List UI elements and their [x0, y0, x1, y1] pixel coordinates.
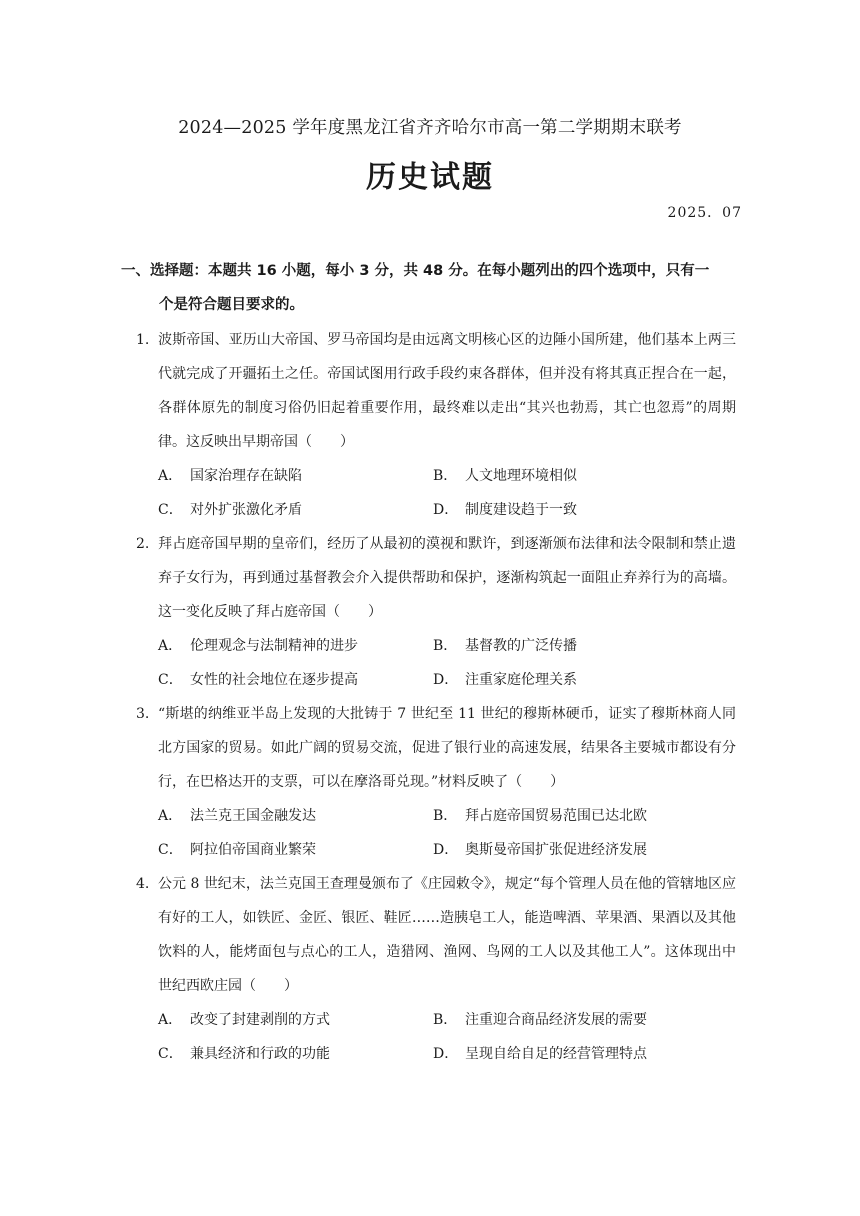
subject-title: 历史试题	[366, 160, 494, 195]
option-letter: B．	[433, 808, 458, 824]
section-heading-line2: 个是符合题目要求的。	[159, 297, 304, 313]
option-d[interactable]	[433, 493, 733, 527]
option-text: 拜占庭帝国贸易范围已达北欧	[465, 808, 647, 824]
option-letter: B．	[433, 638, 458, 654]
option-letter: D．	[433, 842, 459, 858]
exam-date: 2025．07	[667, 205, 742, 221]
option-text: 女性的社会地位在逐步提高	[190, 672, 358, 688]
option-text: 呈现自给自足的经营管理特点	[465, 1046, 647, 1062]
option-a[interactable]	[158, 459, 433, 493]
question-number: 1.	[136, 332, 150, 348]
option-text: 基督教的广泛传播	[465, 638, 577, 654]
question-text: 公元 8 世纪末，法兰克国王查理曼颁布了《庄园敕令》，规定“每个管理人员在他的管辖地区应有好的工人，如铁匠、金匠、银匠、鞋匠……造胰皂工人，能造啤酒、苹果酒、果酒以及其他饮料的人，能烤面包与点心的工人，造猎网、渔网、鸟网的工人以及其他工人”。这体现出中世纪西欧庄园（ ）	[158, 876, 736, 994]
option-a[interactable]	[158, 799, 433, 833]
option-letter: D．	[433, 672, 459, 688]
option-letter: A．	[158, 468, 183, 484]
option-text: 制度建设趋于一致	[465, 502, 577, 518]
option-list	[136, 799, 736, 867]
option-text: 人文地理环境相似	[465, 468, 577, 484]
option-letter: D．	[433, 502, 459, 518]
option-text: 伦理观念与法制精神的进步	[190, 638, 358, 654]
option-text: 改变了封建剥削的方式	[190, 1012, 330, 1028]
question-number: 3.	[136, 706, 150, 722]
section-heading-line1: 一、选择题：本题共 16 小题，每小 3 分，共 48 分。在每小题列出的四个选项中，只有一	[121, 263, 710, 279]
option-text: 注重家庭伦理关系	[465, 672, 577, 688]
option-a[interactable]	[158, 1003, 433, 1037]
section-heading	[121, 254, 741, 322]
question-text: 波斯帝国、亚历山大帝国、罗马帝国均是由远离文明核心区的边陲小国所建，他们基本上两三代就完成了开疆拓土之任。帝国试图用行政手段约束各群体，但并没有将其真正捏合在一起，各群体原先的制度习俗仍旧起着重要作用，最终难以走出“其兴也勃焉，其亡也忽焉”的周期律。这反映出早期帝国（ ）	[158, 332, 736, 450]
option-letter: D．	[433, 1046, 459, 1062]
option-text: 对外扩张激化矛盾	[190, 502, 302, 518]
question-stem	[136, 867, 736, 1003]
option-text: 国家治理存在缺陷	[190, 468, 302, 484]
option-letter: C．	[158, 672, 183, 688]
option-c[interactable]	[158, 663, 433, 697]
option-text: 法兰克王国金融发达	[190, 808, 316, 824]
option-d[interactable]	[433, 833, 733, 867]
option-d[interactable]	[433, 1037, 733, 1071]
option-c[interactable]	[158, 833, 433, 867]
option-c[interactable]	[158, 493, 433, 527]
question-number: 2.	[136, 536, 150, 552]
option-list	[136, 459, 736, 527]
option-text: 注重迎合商品经济发展的需要	[465, 1012, 647, 1028]
option-c[interactable]	[158, 1037, 433, 1071]
question-4	[136, 867, 736, 1071]
question-text: 拜占庭帝国早期的皇帝们，经历了从最初的漠视和默许，到逐渐颁布法律和法令限制和禁止遗弃子女行为，再到通过基督教会介入提供帮助和保护，逐渐构筑起一面阻止弃养行为的高墙。这一变化反映了拜占庭帝国（ ）	[158, 536, 736, 620]
option-list	[136, 1003, 736, 1071]
option-a[interactable]	[158, 629, 433, 663]
question-number: 4.	[136, 876, 150, 892]
option-letter: B．	[433, 1012, 458, 1028]
option-list	[136, 629, 736, 697]
option-letter: C．	[158, 1046, 183, 1062]
question-stem	[136, 697, 736, 799]
question-3	[136, 697, 736, 867]
question-list	[136, 323, 736, 1071]
option-b[interactable]	[433, 459, 733, 493]
exam-name: 2024—2025 学年度黑龙江省齐齐哈尔市高一第二学期期末联考	[178, 118, 682, 138]
option-letter: A．	[158, 808, 183, 824]
option-letter: A．	[158, 1012, 183, 1028]
question-stem	[136, 527, 736, 629]
question-text: “斯堪的纳维亚半岛上发现的大批铸于 7 世纪至 11 世纪的穆斯林硬币，证实了穆斯林商人同北方国家的贸易。如此广阔的贸易交流，促进了银行业的高速发展，结果各主要城市都设有分行，在巴格达开的支票，可以在摩洛哥兑现。”材料反映了（ ）	[158, 706, 736, 790]
option-letter: C．	[158, 842, 183, 858]
option-text: 阿拉伯帝国商业繁荣	[190, 842, 316, 858]
option-letter: B．	[433, 468, 458, 484]
option-d[interactable]	[433, 663, 733, 697]
question-stem	[136, 323, 736, 459]
option-letter: C．	[158, 502, 183, 518]
option-text: 奥斯曼帝国扩张促进经济发展	[465, 842, 647, 858]
option-text: 兼具经济和行政的功能	[190, 1046, 330, 1062]
option-b[interactable]	[433, 629, 733, 663]
option-b[interactable]	[433, 799, 733, 833]
question-2	[136, 527, 736, 697]
option-b[interactable]	[433, 1003, 733, 1037]
question-1	[136, 323, 736, 527]
option-letter: A．	[158, 638, 183, 654]
